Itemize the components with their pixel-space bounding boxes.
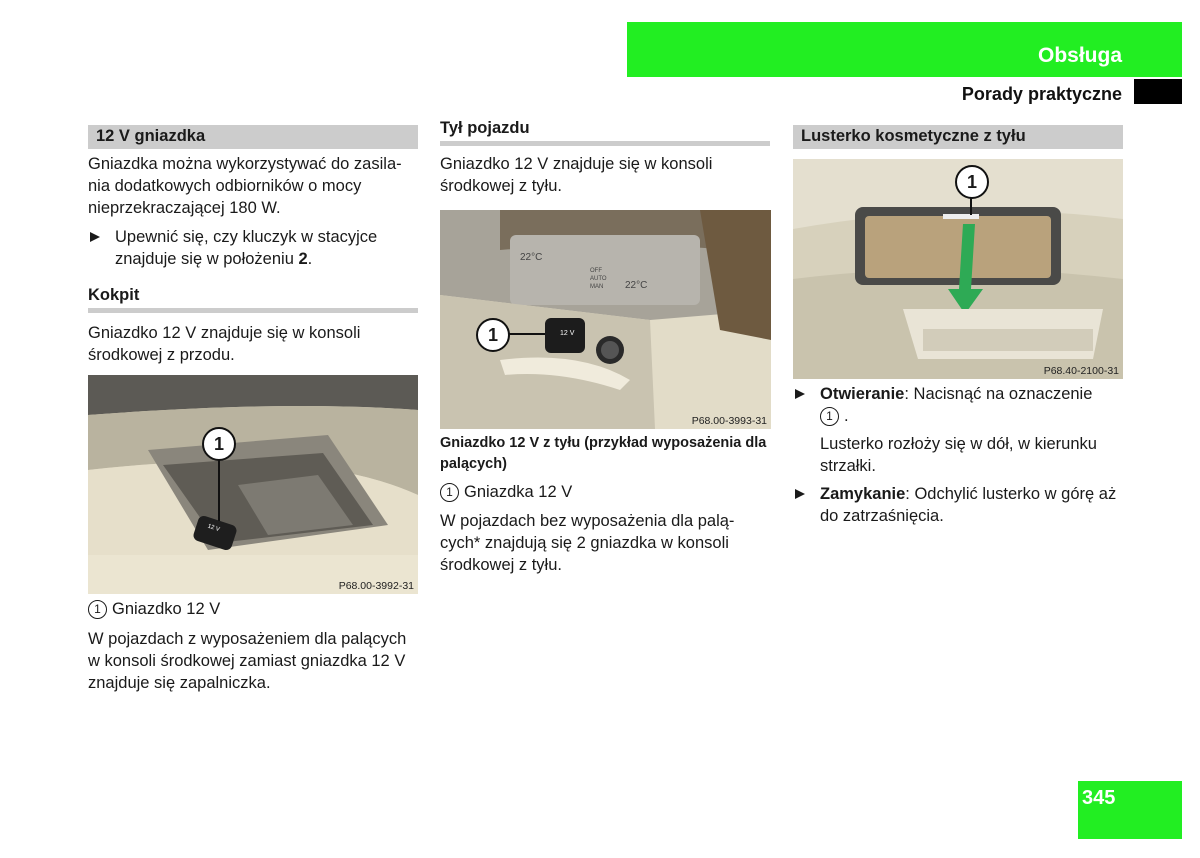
socket-label: 12 V [560,330,575,337]
intro-paragraph: Gniazdka można wykorzystywać do zasila-nia dodatkowych odbiorników o mocy nieprzekraczającej 180 W. [88,155,402,217]
bullet-closing: Zamykanie: Odchylić lusterko w górę aż do zatrzaśnięcia. [793,483,1123,527]
figure-vanity-mirror [793,159,1123,379]
callout-1: 1 [476,318,510,352]
figure-caption: Gniazdko 12 V z tyłu (przykład wyposażenia dla palących) [440,435,767,472]
bullet-triangle-icon [90,232,100,242]
heading-rear: Tył pojazdu [440,117,770,146]
svg-text:OFF: OFF [590,268,602,274]
lighter-paragraph: W pojazdach z wyposażeniem dla palących w konsoli środkowej zamiast gniazdka 12 V znajduje się zapalniczka. [88,630,407,692]
bullet-triangle-icon [795,389,805,399]
rear-paragraph: Gniazdko 12 V znajduje się w konsoli środkowej z tyłu. [440,155,713,195]
number-badge: 1 [88,600,107,619]
section-tab-marker [1134,79,1182,104]
page-number: 345 [1082,787,1116,809]
right-column-lower [793,383,1123,527]
right-column [793,125,1123,149]
left-column [88,125,418,366]
legend-item: 1 Gniazdko 12 V [88,598,418,620]
callout-1: 1 [955,165,989,199]
figure-rear-socket [440,210,771,429]
mirror-paragraph: Lusterko rozłoży się w dół, w kierunku strzałki. [820,435,1097,475]
svg-text:12 V: 12 V [206,523,221,534]
figure-code: P68.00-3993-31 [691,415,767,427]
middle-column [440,117,770,197]
number-badge: 1 [820,407,839,426]
heading-12v-sockets: 12 V gniazdka [88,125,418,149]
figure-code: P68.00-3992-31 [338,580,414,592]
front-console-illustration [88,375,418,594]
svg-text:22°C: 22°C [520,252,543,263]
number-badge: 1 [440,483,459,502]
middle-column-lower [440,433,771,576]
legend-item: 1 Gniazdka 12 V [440,481,771,503]
bullet-opening: Otwieranie: Nacisnąć na oznaczenie 1 . [793,383,1123,427]
svg-text:MAN: MAN [590,284,604,290]
svg-text:22°C: 22°C [625,280,648,291]
callout-1: 1 [202,427,236,461]
svg-text:AUTO: AUTO [590,276,607,282]
figure-front-socket [88,375,418,594]
bullet-ignition: Upewnić się, czy kluczyk w stacyjce znajduje się w położeniu 2. [88,226,418,270]
rear-sockets-paragraph: W pojazdach bez wyposażenia dla palą-cych* znajdują się 2 gniazdka w konsoli środkowej z tyłu. [440,512,735,574]
section-title: Obsługa [1037,44,1122,67]
cockpit-paragraph: Gniazdko 12 V znajduje się w konsoli środkowej z przodu. [88,324,361,364]
bullet-triangle-icon [795,489,805,499]
heading-vanity-mirror: Lusterko kosmetyczne z tyłu [793,125,1123,149]
heading-cockpit: Kokpit [88,284,418,313]
subsection-title: Porady praktyczne [961,84,1122,104]
figure-code: P68.40-2100-31 [1043,365,1119,377]
left-column-lower [88,598,418,694]
